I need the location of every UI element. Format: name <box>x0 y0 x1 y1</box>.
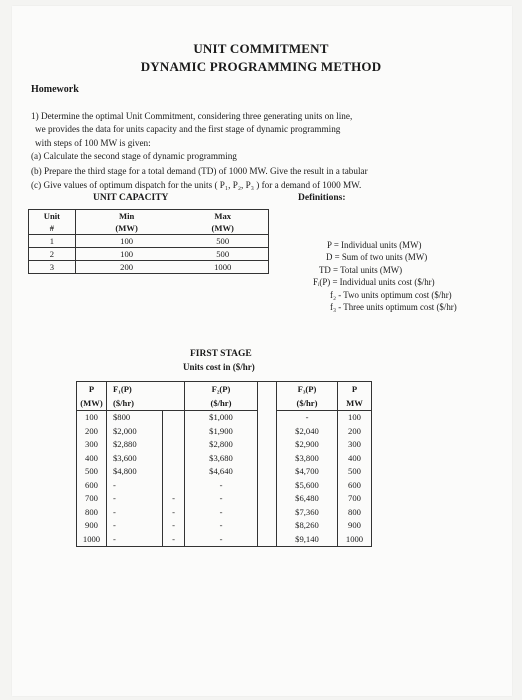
table-header-row <box>29 222 269 235</box>
header-cell: F₂(P) <box>185 382 258 397</box>
table-gap <box>258 382 277 397</box>
first-stage-table <box>76 381 372 547</box>
table-cell <box>163 411 185 425</box>
table-cell: 1000 <box>177 261 268 274</box>
definition-item: Fᵢ(P) = Individual units cost ($/hr) <box>313 277 435 288</box>
table-cell: 200 <box>85 425 98 436</box>
table-cell: 300 <box>85 439 98 450</box>
header-cell: F₃(P) <box>277 382 338 397</box>
table-gap <box>258 411 277 425</box>
header-cell: (MW) <box>80 397 103 408</box>
table-gap <box>258 533 277 547</box>
table-cell: 300 <box>338 438 372 452</box>
header-cell: # <box>29 222 76 235</box>
table-cell: $3,800 <box>277 452 338 466</box>
table-gap <box>258 438 277 452</box>
table-cell: - <box>185 519 258 533</box>
table-cell: 2 <box>29 248 76 261</box>
table-cell: 200 <box>338 425 372 439</box>
table-cell: - <box>107 506 163 520</box>
table-row <box>29 235 269 248</box>
table-cell: 500 <box>177 248 268 261</box>
table-row <box>77 479 372 493</box>
table-row <box>77 465 372 479</box>
header-cell: P <box>88 383 95 394</box>
table-cell: 1000 <box>82 533 101 544</box>
header-cell: MW <box>338 396 372 411</box>
table-cell <box>163 425 185 439</box>
table-cell: - <box>185 492 258 506</box>
table-gap <box>258 519 277 533</box>
problem-line: (c) Give values of optimum dispatch for the units ( P₁, P₂, P₃ ) for a demand of 1000 MW. <box>31 180 362 190</box>
definition-item: f₃ - Three units optimum cost ($/hr) <box>330 302 457 313</box>
first-stage-title: FIRST STAGE <box>190 349 252 359</box>
header-cell: Unit <box>29 210 76 223</box>
table-row <box>77 519 372 533</box>
table-cell: 3 <box>29 261 76 274</box>
table-row <box>77 492 372 506</box>
first-stage-subtitle: Units cost in ($/hr) <box>183 362 255 372</box>
table-cell <box>163 465 185 479</box>
table-header-row <box>29 210 269 223</box>
homework-heading: Homework <box>31 84 79 95</box>
table-cell: $2,900 <box>277 438 338 452</box>
table-cell: - <box>163 533 185 547</box>
header-cell: (MW) <box>115 223 138 233</box>
table-cell: 1 <box>29 235 76 248</box>
table-cell: 500 <box>338 465 372 479</box>
table-cell: $1,000 <box>185 411 258 425</box>
definition-item: f₂ - Two units optimum cost ($/hr) <box>330 289 452 300</box>
table-cell <box>163 452 185 466</box>
header-cell: ($/hr) <box>277 396 338 411</box>
table-row <box>77 438 372 452</box>
table-cell: $5,600 <box>277 479 338 493</box>
table-cell: $4,800 <box>107 465 163 479</box>
table-cell: - <box>163 506 185 520</box>
table-cell: - <box>163 492 185 506</box>
table-cell: - <box>277 411 338 425</box>
table-cell <box>163 479 185 493</box>
table-gap <box>258 452 277 466</box>
table-row <box>29 248 269 261</box>
unit-capacity-label: UNIT CAPACITY <box>93 193 169 203</box>
table-cell: - <box>185 506 258 520</box>
table-cell: 100 <box>75 235 177 248</box>
table-cell: - <box>163 519 185 533</box>
table-cell: $4,700 <box>277 465 338 479</box>
table-cell: $8,260 <box>277 519 338 533</box>
definitions-list <box>313 239 457 313</box>
unit-capacity-table <box>28 209 269 274</box>
problem-line: (a) Calculate the second stage of dynamic programming <box>31 151 237 161</box>
table-row <box>77 452 372 466</box>
table-cell: $4,640 <box>185 465 258 479</box>
table-cell <box>163 438 185 452</box>
table-gap <box>258 425 277 439</box>
table-cell: 900 <box>85 520 98 531</box>
table-cell: 900 <box>338 519 372 533</box>
table-cell: 100 <box>77 411 107 425</box>
table-cell: - <box>107 519 163 533</box>
header-cell: Max <box>214 211 232 221</box>
header-cell: P <box>338 382 372 397</box>
table-cell: $1,900 <box>185 425 258 439</box>
table-cell: $6,480 <box>277 492 338 506</box>
table-cell: 1000 <box>338 533 372 547</box>
table-cell: $2,880 <box>107 438 163 452</box>
header-cell: (MW) <box>211 223 234 233</box>
table-row <box>77 425 372 439</box>
table-cell: 700 <box>338 492 372 506</box>
table-cell: 600 <box>85 479 98 490</box>
table-gap <box>258 465 277 479</box>
table-row <box>77 506 372 520</box>
table-row <box>77 533 372 547</box>
table-header-row <box>77 382 372 397</box>
table-cell: $7,360 <box>277 506 338 520</box>
table-cell: 500 <box>177 235 268 248</box>
problem-line: we provides the data for units capacity and the first stage of dynamic programming <box>35 124 341 134</box>
table-cell: 800 <box>85 506 98 517</box>
table-cell: 100 <box>338 411 372 425</box>
table-gap <box>258 479 277 493</box>
header-cell: ($/hr) <box>107 396 185 411</box>
table-cell: - <box>107 533 163 547</box>
table-cell: $2,800 <box>185 438 258 452</box>
definitions-label: Definitions: <box>298 193 346 203</box>
table-cell: - <box>185 533 258 547</box>
table-cell: 700 <box>85 493 98 504</box>
definition-item: P = Individual units (MW) <box>327 240 422 250</box>
doc-subtitle: DYNAMIC PROGRAMMING METHOD <box>140 59 382 74</box>
table-cell: $3,680 <box>185 452 258 466</box>
table-cell: $2,000 <box>107 425 163 439</box>
table-cell: $3,600 <box>107 452 163 466</box>
table-cell: 400 <box>338 452 372 466</box>
table-cell: - <box>107 479 163 493</box>
table-cell: $9,140 <box>277 533 338 547</box>
header-cell: F₁(P) <box>107 382 185 397</box>
table-gap <box>258 396 277 411</box>
table-row <box>29 261 269 274</box>
table-cell: $800 <box>107 411 163 425</box>
problem-line: with steps of 100 MW is given: <box>35 138 151 148</box>
table-cell: 100 <box>75 248 177 261</box>
definition-item: TD = Total units (MW) <box>319 264 403 275</box>
table-gap <box>258 506 277 520</box>
table-cell: - <box>185 479 258 493</box>
table-cell: 500 <box>85 466 98 477</box>
table-cell: $2,040 <box>277 425 338 439</box>
header-cell: ($/hr) <box>185 396 258 411</box>
table-header-row <box>77 396 372 411</box>
table-cell: 600 <box>338 479 372 493</box>
doc-title: UNIT COMMITMENT <box>193 41 329 56</box>
table-gap <box>258 492 277 506</box>
table-cell: 800 <box>338 506 372 520</box>
definition-item: D = Sum of two units (MW) <box>326 252 428 263</box>
table-cell: 400 <box>85 452 98 463</box>
table-cell: - <box>107 492 163 506</box>
problem-line: 1) Determine the optimal Unit Commitment, considering three generating units on line, <box>31 111 353 121</box>
header-cell: Min <box>118 211 135 221</box>
table-row <box>77 411 372 425</box>
problem-line: (b) Prepare the third stage for a total demand (TD) of 1000 MW. Give the result in a tabular <box>31 166 368 176</box>
table-cell: 200 <box>75 261 177 274</box>
